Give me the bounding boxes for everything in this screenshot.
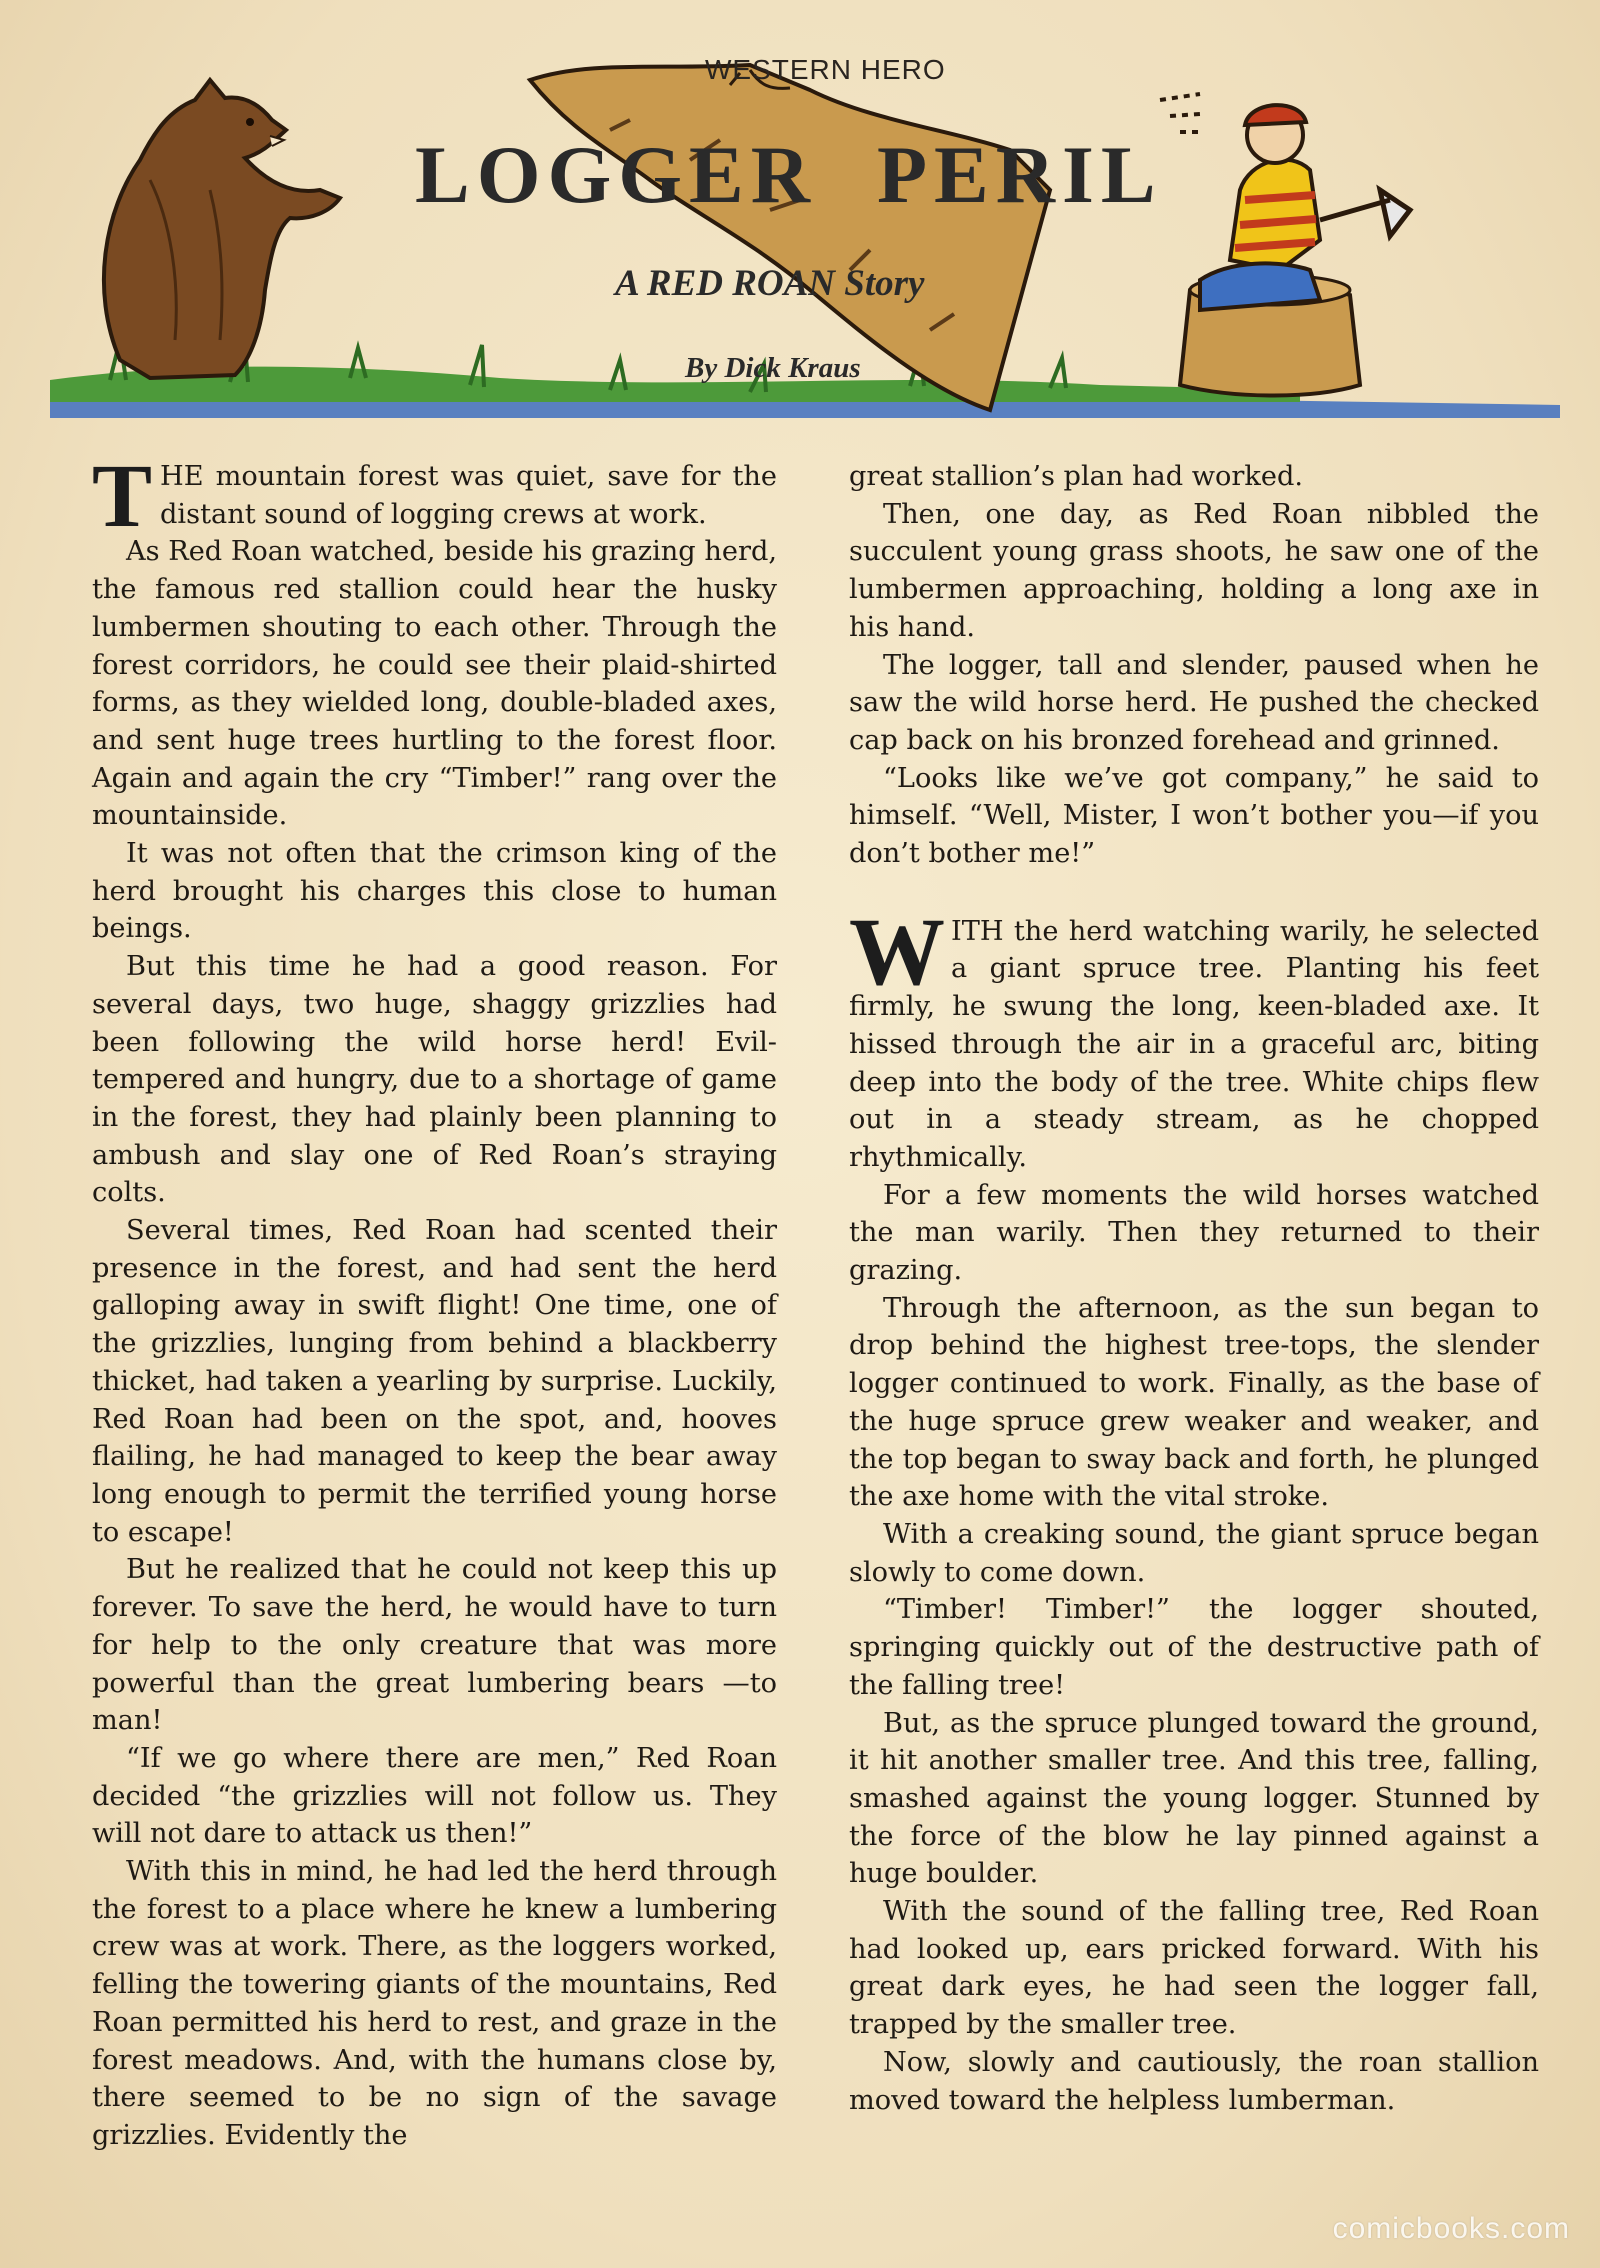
- paragraph: “Timber! Timber!” the logger shouted, springing quickly out of the destructive path of the falling tree!: [849, 1594, 1539, 1701]
- paragraph: As Red Roan watched, beside his grazing herd, the famous red stallion could hear the husky lumbermen shouting to each other. Through the forest corridors, he could see their plaid-shirted forms, as they wielded long, double-bladed axes, and sent huge trees hurtling to the forest floor. Again and again the cry “Timber!” rang over the mountainside.: [92, 536, 777, 832]
- paragraph: It was not often that the crimson king of the herd brought his charges this close to human beings.: [92, 838, 777, 945]
- paragraph: Several times, Red Roan had scented their presence in the forest, and had sent the herd galloping away in swift flight! One time, one of the grizzlies, lunging from behind a blackberry thicket, had taken a yearling by surprise. Luckily, Red Roan had been on the spot, and, hooves flailing, he had managed to keep the bear away long enough to permit the terrified young horse to escape!: [92, 1215, 777, 1548]
- paragraph: “Looks like we’ve got company,” he said to himself. “Well, Mister, I won’t bother you—if you don’t bother me!”: [849, 762, 1539, 870]
- paragraph: Through the afternoon, as the sun began to drop behind the highest tree-tops, the slender logger continued to work. Finally, as the base of the huge spruce grew weaker and weaker, and the top began to sway back and forth, he plunged the axe home with the vital stroke.: [849, 1292, 1539, 1513]
- paragraph: With the sound of the falling tree, Red Roan had looked up, ears pricked forward. With his great dark eyes, he had seen the logger fall, trapped by the smaller tree.: [849, 1896, 1539, 2041]
- paragraph: But this time he had a good reason. For several days, two huge, shaggy grizzlies had been following the wild horse herd! Evil-tempered and hungry, due to a shortage of game in the forest, they had plainly been planning to ambush and slay one of Red Roan’s straying colts.: [92, 951, 777, 1209]
- grizzly-bear-figure: [104, 80, 340, 378]
- drop-cap: T: [92, 447, 153, 546]
- paragraph: But, as the spruce plunged toward the ground, it hit another smaller tree. And this tree, falling, smashed against the young logger. Stunned by the force of the blow he lay pinned against a huge boulder.: [849, 1707, 1539, 1890]
- paragraph: The logger, tall and slender, paused when he saw the wild horse herd. He pushed the checked cap back on his bronzed forehead and grinned.: [849, 649, 1539, 756]
- paragraph: For a few moments the wild horses watched the man warily. Then they returned to their grazing.: [849, 1179, 1539, 1287]
- paragraph: With this in mind, he had led the herd through the forest to a place where he knew a lumbering crew was at work. There, as the loggers worked, felling the towering giants of the mountains, Red Roan permitted his herd to rest, and graze in the forest meadows. And, with the humans close by, there seemed to be no sign of the savage grizzlies. Evidently the: [92, 1856, 777, 2151]
- story-title: [415, 128, 1163, 222]
- title-word-peril: PERIL: [876, 129, 1163, 220]
- author-byline: By Dick Kraus: [685, 352, 861, 384]
- paragraph: With a creaking sound, the giant spruce began slowly to come down.: [849, 1518, 1539, 1588]
- paragraph: Then, one day, as Red Roan nibbled the succulent young grass shoots, he saw one of the lumbermen approaching, holding a long axe in his hand.: [849, 498, 1539, 643]
- title-word-logger: LOGGER: [415, 129, 817, 220]
- paragraph: Now, slowly and cautiously, the roan stallion moved toward the helpless lumberman.: [849, 2046, 1539, 2116]
- section-break: [849, 873, 1539, 913]
- paragraph: WITH the herd watching warily, he selected a giant spruce tree. Planting his feet firmly, he swung the long, keen-bladed axe. It hissed through the air in a graceful arc, biting deep into the body of the tree. White chips flew out in a steady stream, as he chopped rhythmically.: [849, 897, 1539, 1173]
- logger-figure: [1160, 94, 1410, 310]
- series-label: WESTERN HERO: [705, 54, 946, 85]
- site-watermark: comicbooks.com: [1332, 2212, 1570, 2245]
- story-subtitle: A RED ROAN Story: [615, 263, 925, 304]
- paragraph: But he realized that he could not keep this up forever. To save the herd, he would have to turn for help to the only creature that was more powerful than the great lumbering bears —to man!: [92, 1554, 777, 1737]
- paragraph: “If we go where there are men,” Red Roan decided “the grizzlies will not follow us. They will not dare to attack us then!”: [92, 1742, 777, 1850]
- right-text-column: [849, 458, 1539, 2119]
- left-text-column: [92, 447, 777, 2155]
- drop-cap: W: [849, 897, 945, 1005]
- paragraph: THE mountain forest was quiet, save for the distant sound of logging crews at work.: [92, 447, 777, 546]
- paragraph: great stallion’s plan had worked.: [849, 461, 1304, 492]
